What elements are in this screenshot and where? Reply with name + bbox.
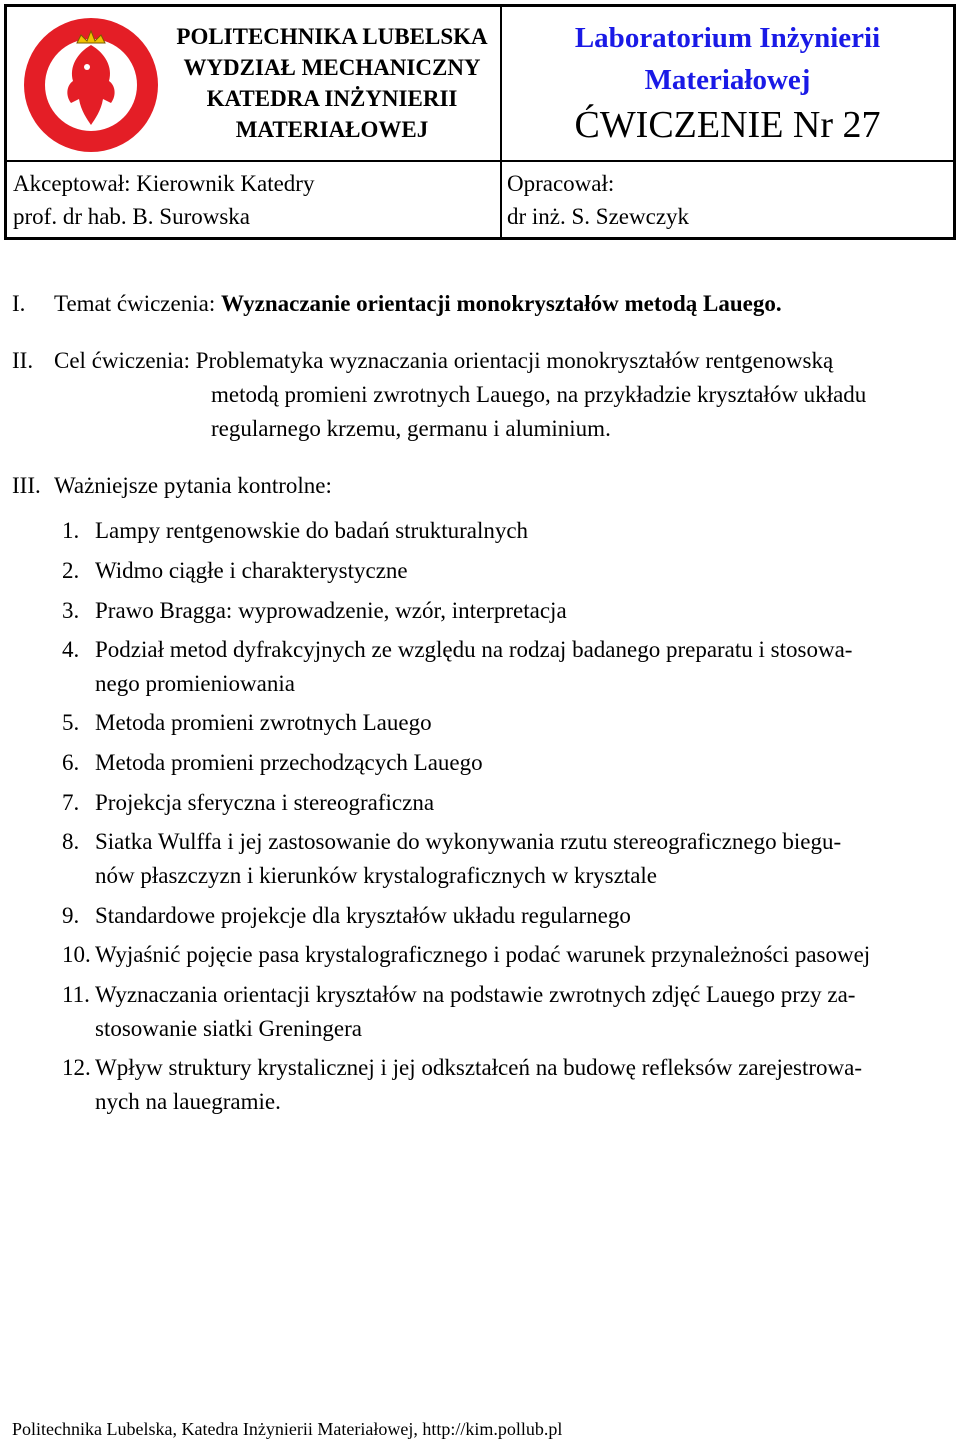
item-text-continued: nów płaszczyzn i kierunków krystalograficznych w krysztale (95, 863, 658, 888)
page-footer: Politechnika Lubelska, Katedra Inżynierii Materiałowej, http://kim.pollub.pl (12, 1419, 563, 1439)
header-divider-horizontal (7, 160, 953, 162)
item-number: 12. (62, 1055, 91, 1080)
accepted-label: Akceptował: Kierownik Katedry (13, 171, 315, 196)
lab-title-line2: Materiałowej (644, 64, 811, 96)
item-number: 5. (62, 710, 80, 735)
accepted-block (13, 167, 314, 233)
item-text: Standardowe projekcje dla kryształów układu regularnego (95, 903, 631, 928)
section-goal (0, 344, 960, 454)
item-number: 7. (62, 790, 80, 815)
section-label: Temat ćwiczenia: (54, 291, 216, 316)
university-block (167, 21, 497, 145)
item-text: Podział metod dyfrakcyjnych ze względu na rodzaj badanego preparatu i stosowa- (95, 637, 853, 662)
exercise-number: ĆWICZENIE Nr 27 (574, 104, 881, 146)
faculty-name: WYDZIAŁ MECHANICZNY (183, 55, 481, 80)
item-text: Projekcja sferyczna i stereograficzna (95, 790, 435, 815)
item-number: 4. (62, 637, 80, 662)
item-text: Widmo ciągłe i charakterystyczne (95, 558, 408, 583)
department-line2: MATERIAŁOWEJ (235, 117, 429, 142)
item-text: Metoda promieni zwrotnych Lauego (95, 710, 432, 735)
header-divider-vertical (500, 7, 502, 237)
goal-line1: Problematyka wyznaczania orientacji monokryształów rentgenowską (195, 348, 834, 373)
section-number: II. (12, 348, 34, 373)
university-logo-icon (17, 15, 165, 155)
item-number: 11. (62, 982, 90, 1007)
goal-line3: regularnego krzemu, germanu i aluminium. (211, 416, 611, 441)
section-questions (0, 469, 960, 503)
section-label: Cel ćwiczenia: (54, 348, 191, 373)
item-text-continued: nego promieniowania (95, 671, 295, 696)
item-text-continued: stosowanie siatki Greningera (95, 1016, 362, 1041)
item-number: 9. (62, 903, 80, 928)
item-text: Metoda promieni przechodzących Lauego (95, 750, 483, 775)
section-content (54, 287, 782, 321)
item-text: Siatka Wulffa i jej zastosowanie do wykonywania rzutu stereograficznego biegu- (95, 829, 842, 854)
prepared-name: dr inż. S. Szewczyk (507, 204, 690, 229)
section-topic (0, 287, 960, 321)
section-content (54, 344, 833, 378)
university-name: POLITECHNIKA LUBELSKA (176, 24, 488, 49)
lab-title (504, 17, 951, 101)
item-number: 1. (62, 518, 80, 543)
prepared-block (507, 167, 689, 233)
item-text: Wpływ struktury krystalicznej i jej odkształceń na budowę refleksów zarejestrowa- (95, 1055, 863, 1080)
section-label: Ważniejsze pytania kontrolne: (54, 473, 332, 498)
item-text: Wyjaśnić pojęcie pasa krystalograficznego i podać warunek przynależności pasowej (95, 942, 871, 967)
item-text: Prawo Bragga: wyprowadzenie, wzór, interpretacja (95, 598, 567, 623)
item-number: 6. (62, 750, 80, 775)
item-number: 3. (62, 598, 80, 623)
header-table (4, 4, 956, 240)
department-line1: KATEDRA INŻYNIERII (206, 86, 458, 111)
goal-line2: metodą promieni zwrotnych Lauego, na przykładzie kryształów układu (211, 382, 867, 407)
lab-title-line1: Laboratorium Inżynierii (574, 22, 881, 54)
topic-title: Wyznaczanie orientacji monokryształów metodą Lauego. (220, 291, 782, 316)
section-number: I. (12, 291, 26, 316)
prepared-label: Opracował: (507, 171, 615, 196)
item-text: Wyznaczania orientacji kryształów na podstawie zwrotnych zdjęć Lauego przy za- (95, 982, 856, 1007)
section-number: III. (12, 473, 41, 498)
item-text-continued: nych na lauegramie. (95, 1089, 281, 1114)
item-number: 8. (62, 829, 80, 854)
accepted-name: prof. dr hab. B. Surowska (13, 204, 250, 229)
item-number: 10. (62, 942, 91, 967)
item-text: Lampy rentgenowskie do badań strukturalnych (95, 518, 529, 543)
item-number: 2. (62, 558, 80, 583)
